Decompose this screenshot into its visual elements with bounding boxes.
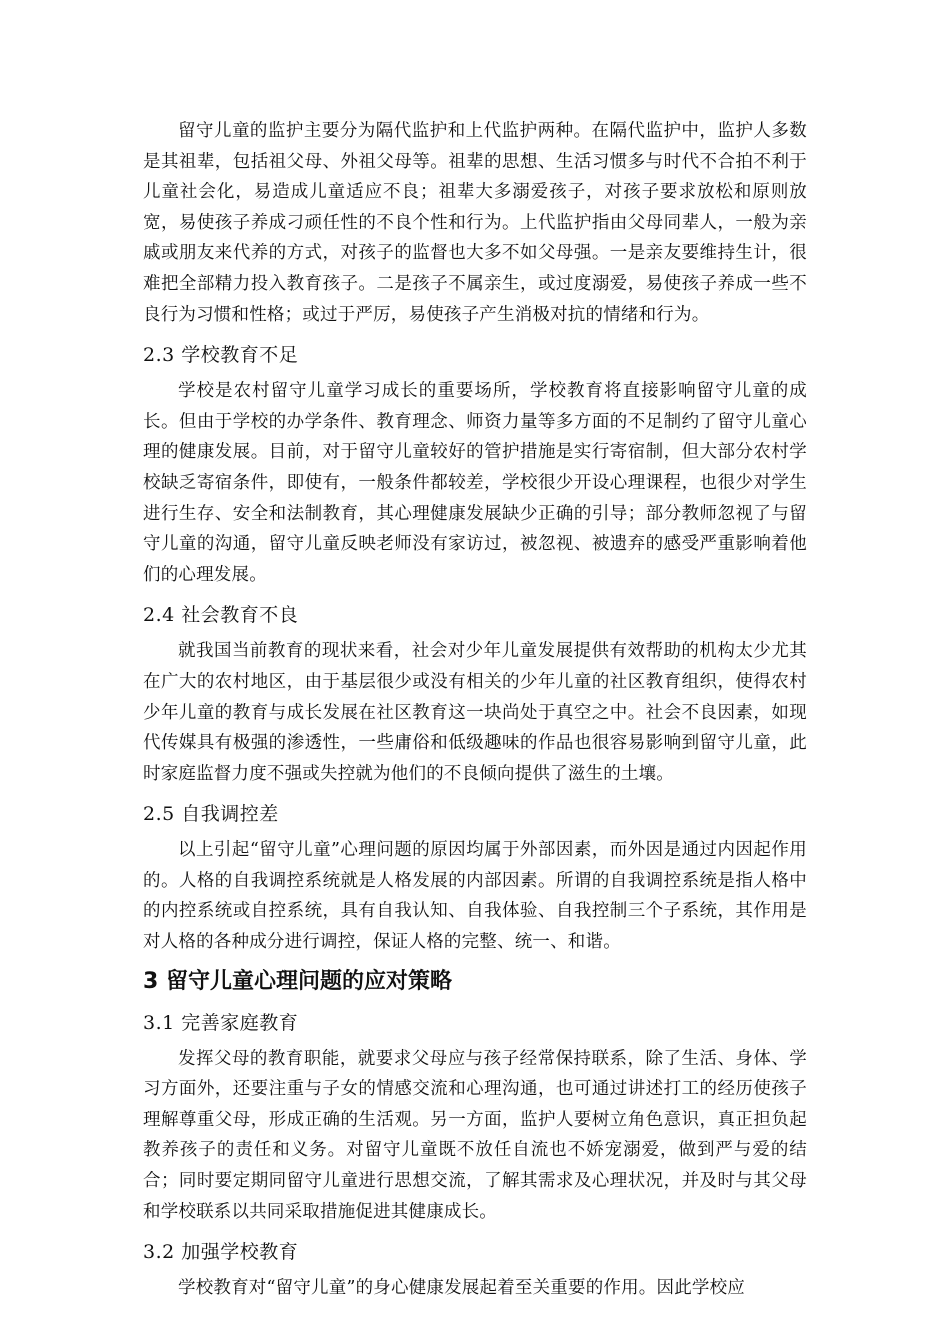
heading-2-4: 2.4 社会教育不良 bbox=[143, 604, 299, 627]
heading-3-1: 3.1 完善家庭教育 bbox=[143, 1011, 299, 1034]
paragraph-2-3: 学校是农村留守儿童学习成长的重要场所，学校教育将直接影响留守儿童的成长。但由于学校的办学条件、教育理念、师资力量等多方面的不足制约了留守儿童心理的健康发展。目前，对于留守儿童较好的管护措施是实行寄宿制，但大部分农村学校缺乏寄宿条件，即使有，一般条件都较差，学校很少开设心理课程，也很少对学生进行生存、安全和法制教育，其心理健康发展缺少正确的引导；部分教师忽视了与留守儿童的沟通，留守儿童反映老师没有家访过，被忽视、被遗弃的感受严重影响着他们的心理发展。 bbox=[143, 381, 807, 585]
heading-2-5: 2.5 自我调控差 bbox=[143, 803, 279, 826]
heading-3-2: 3.2 加强学校教育 bbox=[143, 1241, 299, 1264]
document-body bbox=[143, 116, 807, 1304]
heading-3: 3 留守儿童心理问题的应对策略 bbox=[143, 968, 452, 994]
paragraph-guardianship: 留守儿童的监护主要分为隔代监护和上代监护两种。在隔代监护中，监护人多数是其祖辈，包括祖父母、外祖父母等。祖辈的思想、生活习惯多与时代不合拍不利于儿童社会化，易造成儿童适应不良；祖辈大多溺爱孩子，对孩子要求放松和原则放宽，易使孩子养成刁顽任性的不良个性和行为。上代监护指由父母同辈人，一般为亲戚或朋友来代养的方式，对孩子的监督也大多不如父母强。一是亲友要维持生计，很难把全部精力投入教育孩子。二是孩子不属亲生，或过度溺爱，易使孩子养成一些不良行为习惯和性格；或过于严厉，易使孩子产生消极对抗的情绪和行为。 bbox=[143, 121, 807, 325]
paragraph-3-1: 发挥父母的教育职能，就要求父母应与孩子经常保持联系，除了生活、身体、学习方面外，还要注重与子女的情感交流和心理沟通，也可通过讲述打工的经历使孩子理解尊重父母，形成正确的生活观。另一方面，监护人要树立角色意识，真正担负起教养孩子的责任和义务。对留守儿童既不放任自流也不娇宠溺爱，做到严与爱的结合；同时要定期同留守儿童进行思想交流，了解其需求及心理状况，并及时与其父母和学校联系以共同采取措施促进其健康成长。 bbox=[143, 1048, 807, 1222]
paragraph-3-2: 学校教育对“留守儿童”的身心健康发展起着至关重要的作用。因此学校应 bbox=[178, 1278, 745, 1299]
paragraph-2-4: 就我国当前教育的现状来看，社会对少年儿童发展提供有效帮助的机构太少尤其在广大的农村地区，由于基层很少或没有相关的少年儿童的社区教育组织，使得农村少年儿童的教育与成长发展在社区教育这一块尚处于真空之中。社会不良因素，如现代传媒具有极强的渗透性，一些庸俗和低级趣味的作品也很容易影响到留守儿童，此时家庭监督力度不强或失控就为他们的不良倾向提供了滋生的土壤。 bbox=[143, 641, 807, 784]
paragraph-2-5: 以上引起“留守儿童”心理问题的原因均属于外部因素，而外因是通过内因起作用的。人格的自我调控系统就是人格发展的内部因素。所谓的自我调控系统是指人格中的内控系统或自控系统，具有自我认知、自我体验、自我控制三个子系统，其作用是对人格的各种成分进行调控，保证人格的完整、统一、和谐。 bbox=[143, 840, 807, 953]
heading-2-3: 2.3 学校教育不足 bbox=[143, 344, 299, 367]
